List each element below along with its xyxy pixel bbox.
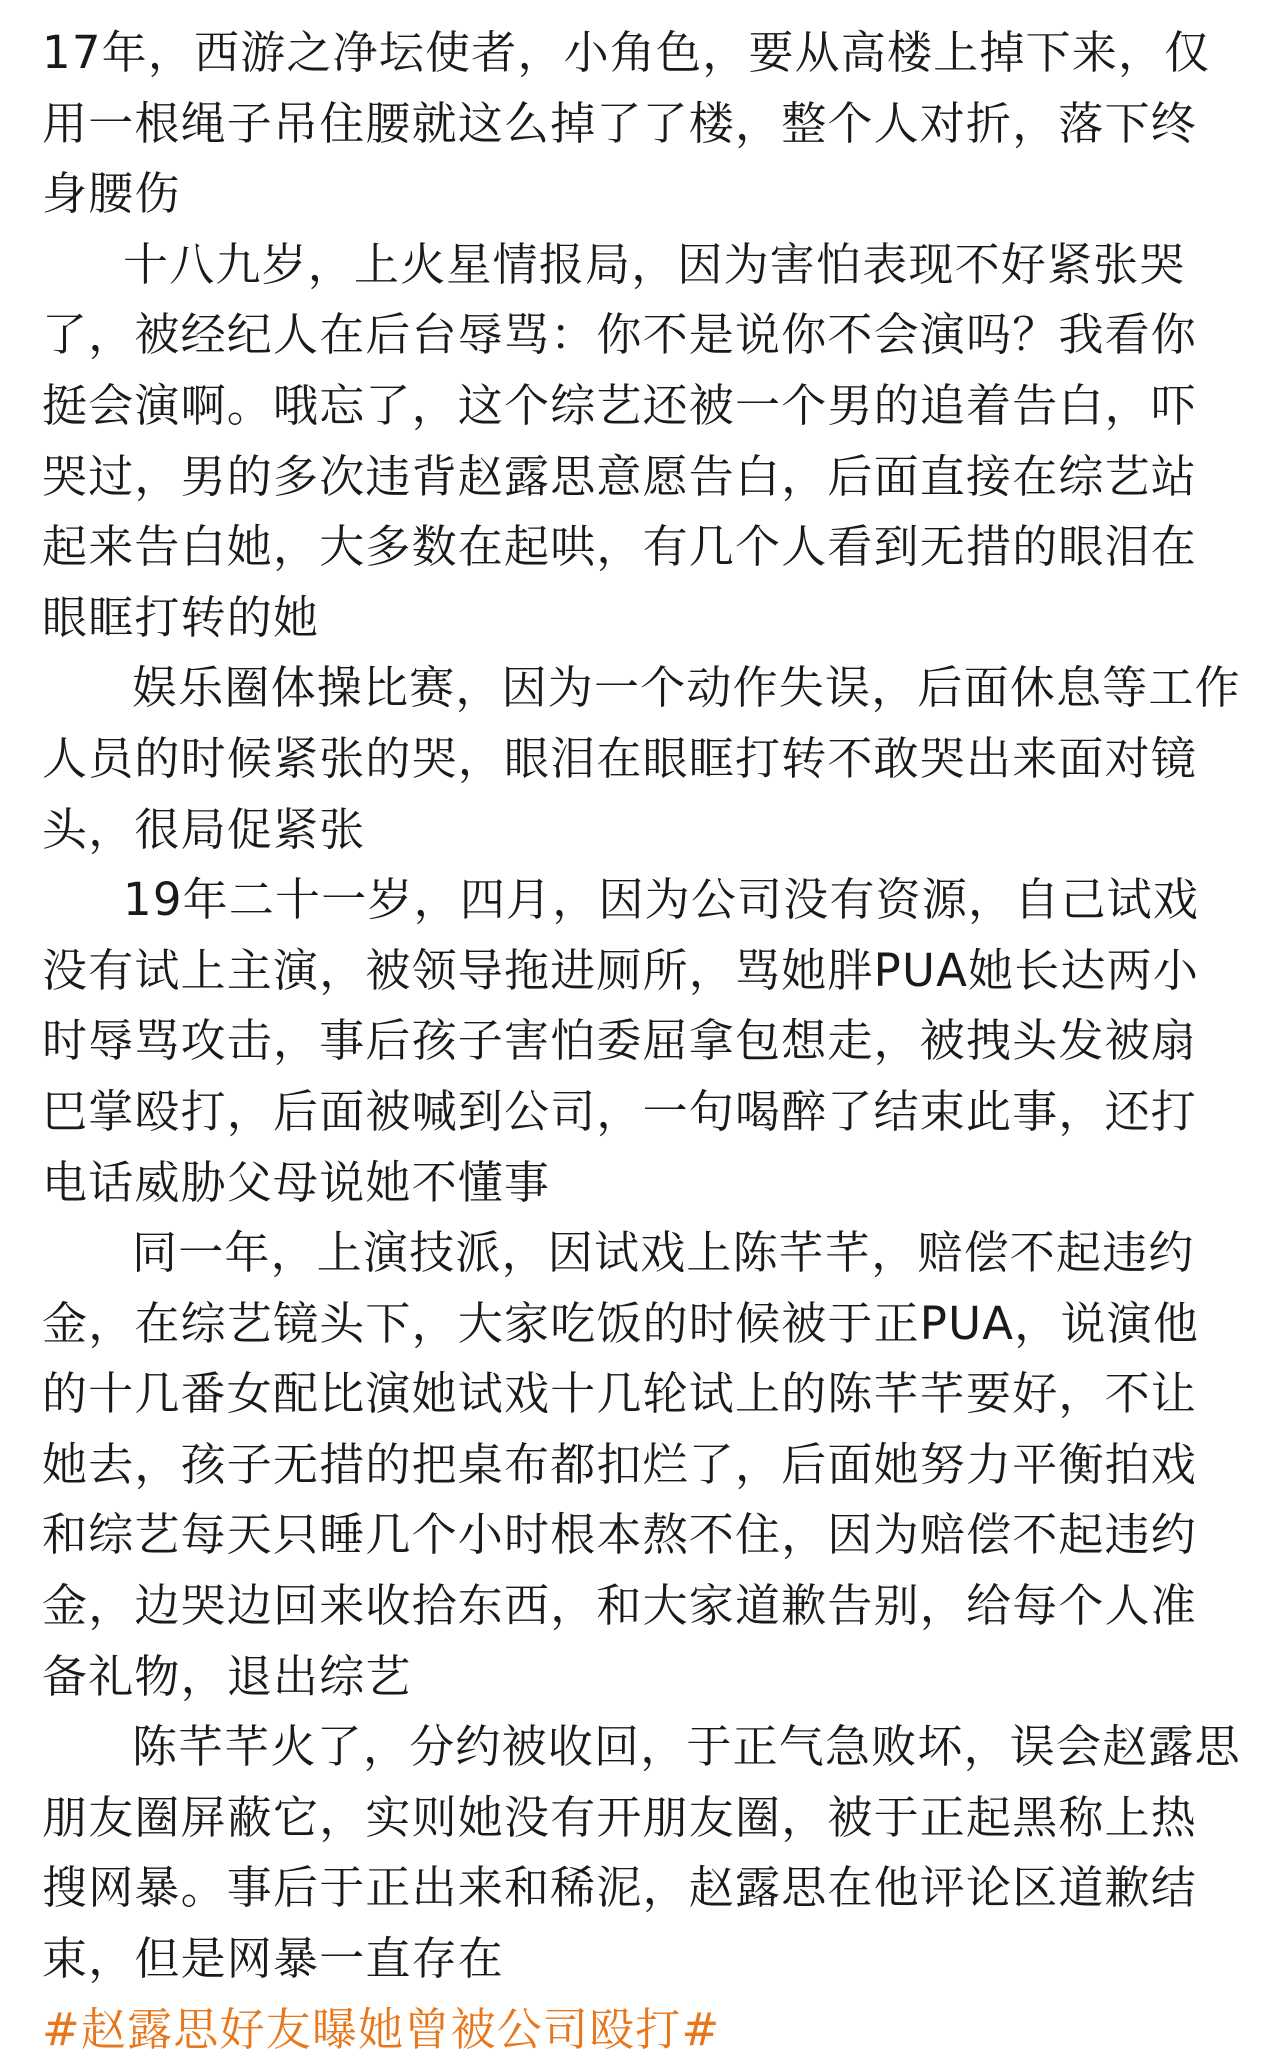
paragraph-2019-april: 19年二十一岁，四月，因为公司没有资源，自己试戏没有试上主演，被领导拖进厕所，骂她胖PUA她长达两小时辱骂攻击，事后孩子害怕委屈拿包想走，被拽头发被扇巴掌殴打，后面被喊到公司，一句喝醉了结束此事，还打电话威胁父母说她不懂事 [42,873,1200,1209]
paragraph-xiyou-injury: 17年，西游之净坛使者，小角色，要从高楼上掉下来，仅用一根绳子吊住腰就这么掉了了楼，整个人对折，落下终身腰伤 [42,26,1211,221]
paragraph-cyberbullying: 陈芊芊火了，分约被收回，于正气急败坏，误会赵露思朋友圈屏蔽它，实则她没有开朋友圈，被于正起黑称上热搜网暴。事后于正出来和稀泥，赵露思在他评论区道歉结束，但是网暴一直存在 [42,1720,1241,1986]
paragraph-gymnastics: 娱乐圈体操比赛，因为一个动作失误，后面休息等工作人员的时候紧张的哭，眼泪在眼眶打转不敢哭出来面对镜头，很局促紧张 [42,661,1241,856]
paragraph-mars-intelligence: 十八九岁，上火星情报局，因为害怕表现不好紧张哭了，被经纪人在后台辱骂：你不是说你不会演吗？我看你挺会演啊。哦忘了，这个综艺还被一个男的追着告白，吓哭过，男的多次违背赵露思意愿告白，后面直接在综艺站起来告白她，大多数在起哄，有几个人看到无措的眼泪在眼眶打转的她 [42,237,1198,644]
paragraph-acting-show: 同一年，上演技派，因试戏上陈芊芊，赔偿不起违约金，在综艺镜头下，大家吃饭的时候被于正PUA，说演他的十几番女配比演她试戏十几轮试上的陈芊芊要好，不让她去，孩子无措的把桌布都扣烂了，后面她努力平衡拍戏和综艺每天只睡几个小时根本熬不住，因为赔偿不起违约金，边哭边回来收拾东西，和大家道歉告别，给每个人准备礼物，退出综艺 [42,1226,1200,1703]
post-body [42,18,1242,2065]
hashtag-topic-link[interactable]: #赵露思好友曝她曾被公司殴打# [42,2002,721,2056]
